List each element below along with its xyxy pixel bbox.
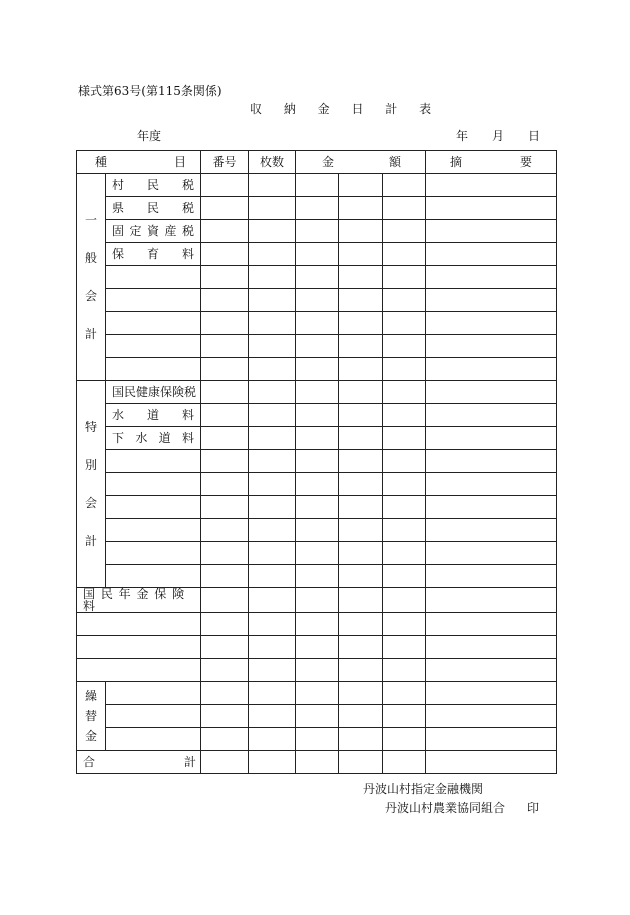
table-row: [77, 358, 557, 381]
item-cell[interactable]: [106, 358, 201, 381]
entry-cell[interactable]: [249, 197, 296, 220]
entry-cell[interactable]: [339, 197, 383, 220]
entry-cell[interactable]: [296, 289, 339, 312]
table-row: [77, 174, 557, 197]
entry-cell[interactable]: [426, 519, 557, 542]
entry-cell[interactable]: [201, 588, 249, 613]
item-cell[interactable]: [106, 728, 201, 751]
entry-cell[interactable]: [383, 197, 426, 220]
table-row: [77, 335, 557, 358]
entry-cell[interactable]: [201, 450, 249, 473]
entry-cell[interactable]: [296, 358, 339, 381]
item-cell[interactable]: [106, 450, 201, 473]
entry-cell[interactable]: [201, 312, 249, 335]
entry-cell[interactable]: [249, 404, 296, 427]
item-cell[interactable]: [106, 473, 201, 496]
entry-cell[interactable]: [296, 404, 339, 427]
entry-cell[interactable]: [339, 289, 383, 312]
entry-cell[interactable]: [249, 220, 296, 243]
entry-cell[interactable]: [296, 496, 339, 519]
item-label: 国民健康保険税: [106, 381, 201, 404]
item-cell[interactable]: [77, 613, 201, 636]
pension-label: 国 民 年 金 保 険 料: [77, 588, 201, 613]
table-row: [77, 312, 557, 335]
entry-cell[interactable]: [426, 266, 557, 289]
entry-cell[interactable]: [383, 705, 426, 728]
entry-cell[interactable]: [426, 496, 557, 519]
entry-cell[interactable]: [383, 613, 426, 636]
entry-cell[interactable]: [201, 243, 249, 266]
entry-cell[interactable]: [296, 427, 339, 450]
entry-cell[interactable]: [339, 312, 383, 335]
entry-cell[interactable]: [383, 381, 426, 404]
entry-cell[interactable]: [339, 682, 383, 705]
entry-cell[interactable]: [201, 266, 249, 289]
entry-cell[interactable]: [201, 613, 249, 636]
entry-cell[interactable]: [426, 473, 557, 496]
entry-cell[interactable]: [201, 358, 249, 381]
entry-cell[interactable]: [426, 588, 557, 613]
header-remarks: 摘 要: [426, 151, 557, 174]
seal-label: 印: [527, 801, 540, 815]
header-amount: 金 額: [296, 151, 426, 174]
entry-cell[interactable]: [383, 565, 426, 588]
entry-cell[interactable]: [249, 381, 296, 404]
item-cell[interactable]: [106, 519, 201, 542]
entry-cell[interactable]: [426, 312, 557, 335]
entry-cell[interactable]: [296, 312, 339, 335]
entry-cell[interactable]: [201, 565, 249, 588]
entry-cell[interactable]: [201, 220, 249, 243]
entry-cell[interactable]: [201, 542, 249, 565]
entry-cell[interactable]: [339, 542, 383, 565]
transfer-label: 繰 替 金: [84, 689, 97, 743]
entry-cell[interactable]: [426, 751, 557, 774]
entry-cell[interactable]: [339, 266, 383, 289]
entry-cell[interactable]: [201, 728, 249, 751]
entry-cell[interactable]: [249, 312, 296, 335]
entry-cell[interactable]: [383, 358, 426, 381]
entry-cell[interactable]: [201, 427, 249, 450]
entry-cell[interactable]: [339, 450, 383, 473]
header-category: 種 目: [77, 151, 201, 174]
entry-cell[interactable]: [296, 705, 339, 728]
entry-cell[interactable]: [249, 636, 296, 659]
entry-cell[interactable]: [296, 682, 339, 705]
table-row: [77, 542, 557, 565]
entry-cell[interactable]: [201, 496, 249, 519]
item-cell[interactable]: [106, 289, 201, 312]
entry-cell[interactable]: [426, 659, 557, 682]
item-cell[interactable]: [106, 565, 201, 588]
table-row: [77, 659, 557, 682]
entry-cell[interactable]: [201, 197, 249, 220]
table-row: [77, 588, 557, 613]
entry-cell[interactable]: [296, 220, 339, 243]
item-cell[interactable]: [77, 659, 201, 682]
table-row: [77, 289, 557, 312]
table-row: [77, 220, 557, 243]
cooperative-label: 丹波山村農業協同組合: [385, 801, 506, 815]
table-row: [77, 266, 557, 289]
entry-cell[interactable]: [339, 404, 383, 427]
table-row: [77, 519, 557, 542]
entry-cell[interactable]: [249, 659, 296, 682]
fiscal-year-label: 年度: [137, 129, 162, 143]
entry-cell[interactable]: [339, 381, 383, 404]
total-row: [77, 751, 557, 774]
entry-cell[interactable]: [296, 613, 339, 636]
entry-cell[interactable]: [201, 289, 249, 312]
entry-cell[interactable]: [201, 682, 249, 705]
entry-cell[interactable]: [339, 659, 383, 682]
special-account-label: 特 別 会 計: [84, 420, 97, 548]
entry-cell[interactable]: [383, 404, 426, 427]
date-day-label: 日: [528, 129, 541, 143]
entry-cell[interactable]: [383, 636, 426, 659]
entry-cell[interactable]: [296, 565, 339, 588]
item-cell[interactable]: [106, 335, 201, 358]
entry-cell[interactable]: [249, 289, 296, 312]
table-row: [77, 682, 557, 705]
entry-cell[interactable]: [426, 427, 557, 450]
header-number: 番号: [201, 151, 249, 174]
entry-cell[interactable]: [426, 705, 557, 728]
item-cell[interactable]: [106, 266, 201, 289]
total-label: 合 計: [77, 751, 201, 774]
table-row: [77, 243, 557, 266]
entry-cell[interactable]: [249, 542, 296, 565]
entry-cell[interactable]: [249, 565, 296, 588]
entry-cell[interactable]: [296, 450, 339, 473]
table-row: [77, 613, 557, 636]
entry-cell[interactable]: [249, 682, 296, 705]
entry-cell[interactable]: [201, 335, 249, 358]
entry-cell[interactable]: [296, 659, 339, 682]
entry-cell[interactable]: [426, 335, 557, 358]
entry-cell[interactable]: [426, 220, 557, 243]
table-row: [77, 496, 557, 519]
entry-cell[interactable]: [296, 636, 339, 659]
entry-cell[interactable]: [296, 588, 339, 613]
entry-cell[interactable]: [383, 519, 426, 542]
entry-cell[interactable]: [383, 220, 426, 243]
item-cell[interactable]: [77, 636, 201, 659]
header-row: [77, 151, 557, 174]
entry-cell[interactable]: [296, 197, 339, 220]
entry-cell[interactable]: [201, 174, 249, 197]
entry-cell[interactable]: [249, 496, 296, 519]
entry-cell[interactable]: [383, 312, 426, 335]
entry-cell[interactable]: [201, 473, 249, 496]
entry-cell[interactable]: [383, 542, 426, 565]
entry-cell[interactable]: [426, 636, 557, 659]
entry-cell[interactable]: [339, 220, 383, 243]
entry-cell[interactable]: [383, 728, 426, 751]
entry-cell[interactable]: [249, 613, 296, 636]
item-cell[interactable]: [106, 682, 201, 705]
entry-cell[interactable]: [426, 289, 557, 312]
table-row: [77, 728, 557, 751]
entry-cell[interactable]: [383, 751, 426, 774]
entry-cell[interactable]: [383, 427, 426, 450]
table-row: [77, 197, 557, 220]
entry-cell[interactable]: [296, 381, 339, 404]
entry-cell[interactable]: [249, 243, 296, 266]
header-count: 枚数: [249, 151, 296, 174]
entry-cell[interactable]: [426, 197, 557, 220]
entry-cell[interactable]: [249, 450, 296, 473]
table-row: [77, 381, 557, 404]
entry-cell[interactable]: [249, 751, 296, 774]
entry-cell[interactable]: [249, 519, 296, 542]
entry-cell[interactable]: [383, 243, 426, 266]
entry-cell[interactable]: [339, 728, 383, 751]
item-cell[interactable]: [106, 312, 201, 335]
ledger-table: [76, 150, 557, 774]
entry-cell[interactable]: [383, 174, 426, 197]
entry-cell[interactable]: [383, 588, 426, 613]
entry-cell[interactable]: [339, 473, 383, 496]
item-label: 村 民 税: [112, 178, 194, 192]
entry-cell[interactable]: [383, 289, 426, 312]
entry-cell[interactable]: [339, 243, 383, 266]
document-title: 収 納 金 日 計 表: [250, 102, 441, 116]
entry-cell[interactable]: [426, 174, 557, 197]
item-label: 下 水 道 料: [112, 431, 194, 445]
entry-cell[interactable]: [249, 174, 296, 197]
entry-cell[interactable]: [339, 335, 383, 358]
entry-cell[interactable]: [426, 542, 557, 565]
entry-cell[interactable]: [383, 682, 426, 705]
entry-cell[interactable]: [383, 335, 426, 358]
item-cell[interactable]: [106, 542, 201, 565]
entry-cell[interactable]: [296, 519, 339, 542]
entry-cell[interactable]: [383, 450, 426, 473]
entry-cell[interactable]: [201, 659, 249, 682]
entry-cell[interactable]: [426, 358, 557, 381]
form-reference: 様式第63号(第115条関係): [78, 84, 222, 98]
entry-cell[interactable]: [201, 636, 249, 659]
table-row: [77, 404, 557, 427]
entry-cell[interactable]: [426, 728, 557, 751]
entry-cell[interactable]: [339, 358, 383, 381]
entry-cell[interactable]: [426, 682, 557, 705]
entry-cell[interactable]: [383, 496, 426, 519]
entry-cell[interactable]: [426, 565, 557, 588]
date-month-label: 月: [492, 129, 505, 143]
entry-cell[interactable]: [249, 728, 296, 751]
entry-cell[interactable]: [296, 243, 339, 266]
entry-cell[interactable]: [339, 588, 383, 613]
entry-cell[interactable]: [426, 243, 557, 266]
table-row: [77, 427, 557, 450]
entry-cell[interactable]: [426, 381, 557, 404]
item-label: 県 民 税: [112, 201, 194, 215]
entry-cell[interactable]: [426, 404, 557, 427]
entry-cell[interactable]: [339, 519, 383, 542]
table-row: [77, 473, 557, 496]
entry-cell[interactable]: [249, 266, 296, 289]
entry-cell[interactable]: [249, 358, 296, 381]
item-cell[interactable]: [106, 705, 201, 728]
entry-cell[interactable]: [296, 473, 339, 496]
designated-bank-label: 丹波山村指定金融機関: [363, 782, 484, 796]
item-cell[interactable]: [106, 496, 201, 519]
entry-cell[interactable]: [249, 427, 296, 450]
entry-cell[interactable]: [201, 705, 249, 728]
entry-cell[interactable]: [426, 613, 557, 636]
item-label: 水 道 料: [112, 408, 194, 422]
item-label: 固 定 資 産 税: [112, 224, 194, 238]
entry-cell[interactable]: [249, 705, 296, 728]
item-label: 保 育 料: [112, 247, 194, 261]
entry-cell[interactable]: [249, 335, 296, 358]
entry-cell[interactable]: [296, 751, 339, 774]
entry-cell[interactable]: [296, 266, 339, 289]
table-row: [77, 450, 557, 473]
entry-cell[interactable]: [296, 174, 339, 197]
table-row: [77, 565, 557, 588]
entry-cell[interactable]: [249, 588, 296, 613]
entry-cell[interactable]: [339, 496, 383, 519]
entry-cell[interactable]: [296, 728, 339, 751]
table-row: [77, 705, 557, 728]
entry-cell[interactable]: [296, 542, 339, 565]
entry-cell[interactable]: [249, 473, 296, 496]
entry-cell[interactable]: [339, 613, 383, 636]
entry-cell[interactable]: [339, 565, 383, 588]
entry-cell[interactable]: [426, 450, 557, 473]
entry-cell[interactable]: [339, 174, 383, 197]
entry-cell[interactable]: [339, 751, 383, 774]
date-year-label: 年: [456, 129, 469, 143]
entry-cell[interactable]: [339, 705, 383, 728]
entry-cell[interactable]: [383, 659, 426, 682]
entry-cell[interactable]: [383, 266, 426, 289]
table-row: [77, 636, 557, 659]
entry-cell[interactable]: [339, 636, 383, 659]
entry-cell[interactable]: [339, 427, 383, 450]
entry-cell[interactable]: [296, 335, 339, 358]
entry-cell[interactable]: [201, 404, 249, 427]
entry-cell[interactable]: [201, 751, 249, 774]
entry-cell[interactable]: [383, 473, 426, 496]
general-account-label: 一 般 会 計: [84, 213, 97, 341]
entry-cell[interactable]: [201, 381, 249, 404]
entry-cell[interactable]: [201, 519, 249, 542]
